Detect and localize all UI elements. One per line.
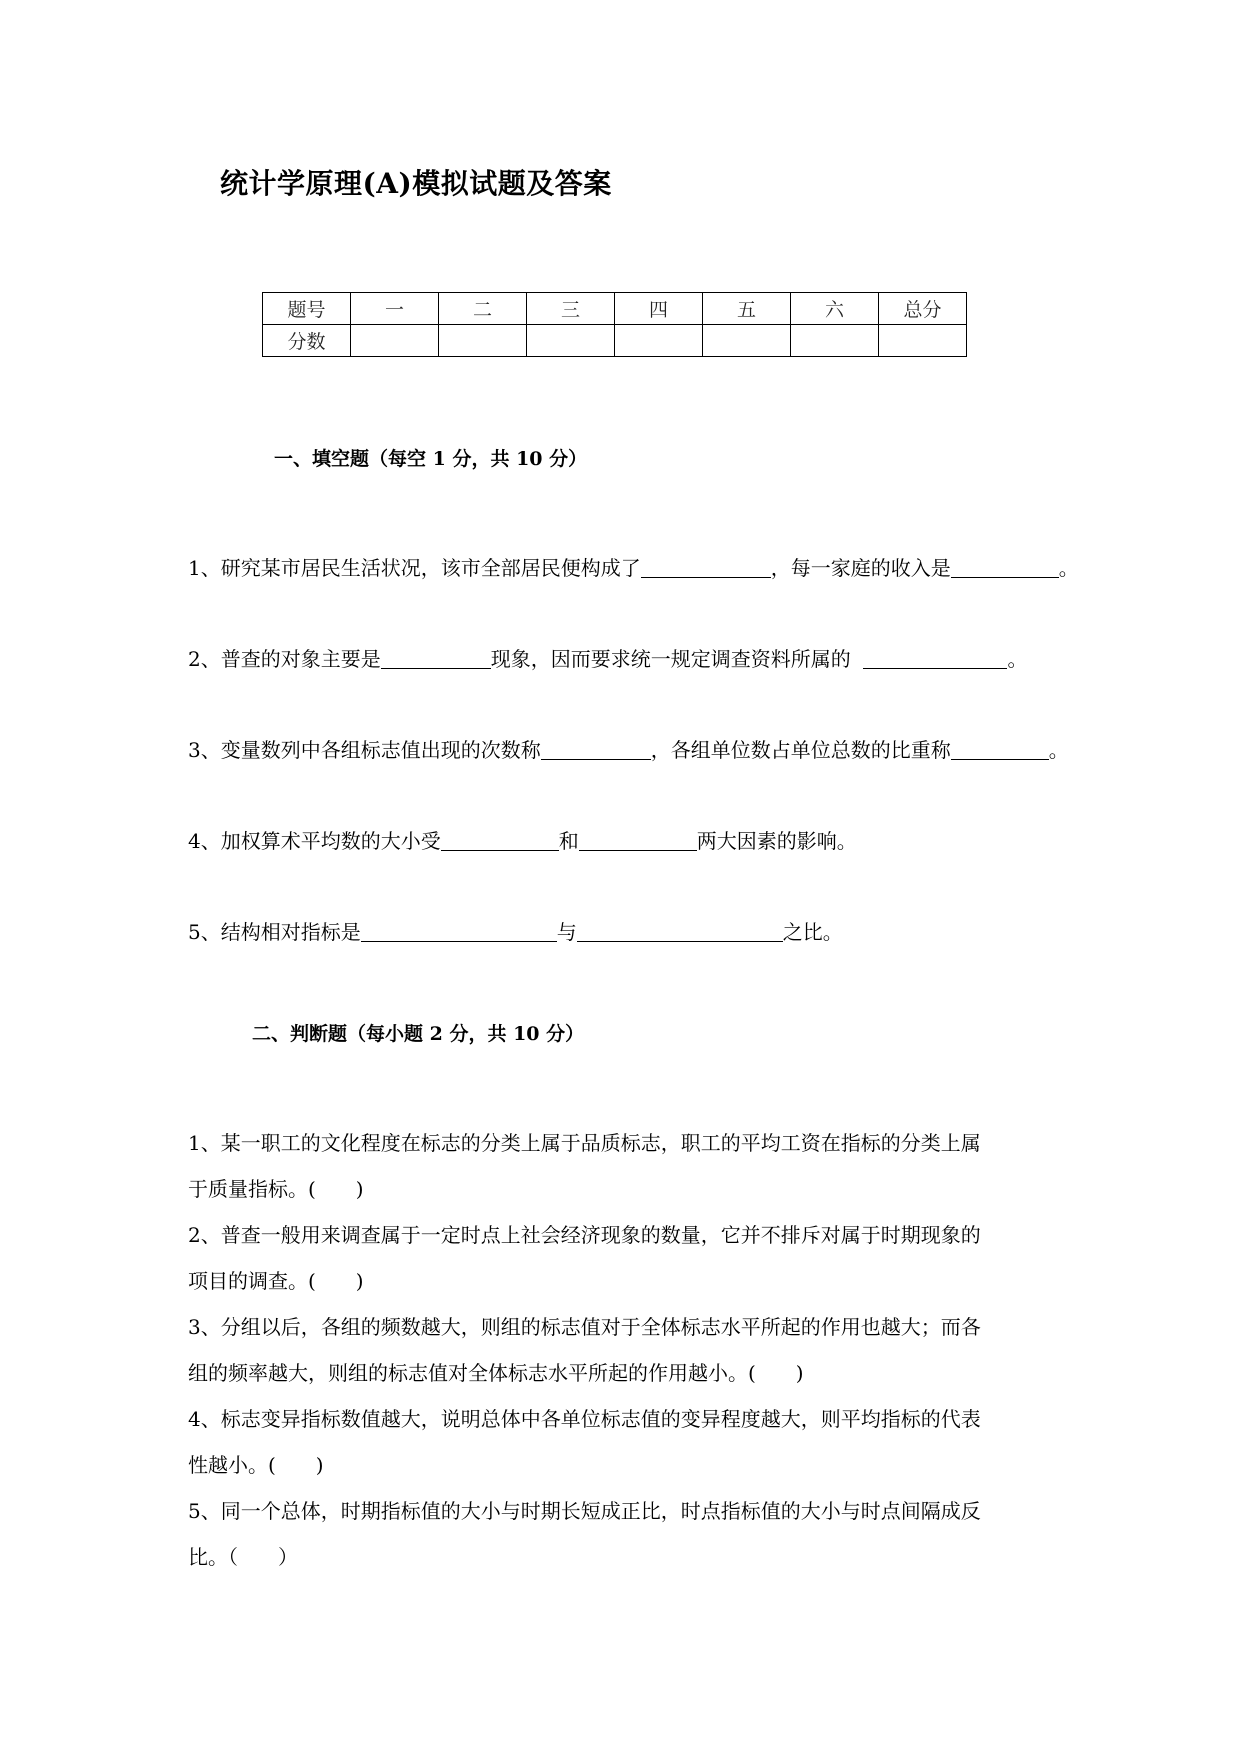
score-table	[262, 292, 967, 357]
score-table-cell: 总分	[879, 293, 967, 325]
true-false-question-5-line-1: 5、同一个总体，时期指标值的大小与时期长短成正比，时点指标值的大小与时点间隔成反	[188, 1499, 981, 1523]
score-input-cell[interactable]	[527, 325, 615, 357]
score-input-cell[interactable]	[791, 325, 879, 357]
score-table-cell: 二	[439, 293, 527, 325]
true-false-question-3-line-1: 3、分组以后，各组的频数越大，则组的标志值对于全体标志水平所起的作用也越大；而各	[188, 1315, 981, 1339]
score-table-cell: 题号	[263, 293, 351, 325]
true-false-questions	[188, 1120, 1068, 1580]
fill-blank-question-1: 1、研究某市居民生活状况，该市全部居民便构成了 ，每一家庭的收入是 。	[188, 556, 1079, 580]
score-input-cell[interactable]	[439, 325, 527, 357]
section-heading-true-false: 二、判断题（每小题 2 分，共 10 分）	[252, 1023, 585, 1045]
true-false-question-3-line-2[interactable]: 组的频率越大，则组的标志值对全体标志水平所起的作用越小。( )	[188, 1361, 804, 1385]
answer-blank[interactable]	[951, 557, 1059, 578]
fill-blank-question-3: 3、变量数列中各组标志值出现的次数称 ，各组单位数占单位总数的比重称 。	[188, 738, 1069, 762]
answer-blank[interactable]	[577, 921, 783, 942]
score-input-cell[interactable]	[879, 325, 967, 357]
score-table-cell: 一	[351, 293, 439, 325]
true-false-question-4-line-2[interactable]: 性越小。( )	[188, 1453, 324, 1477]
true-false-question-1-line-1: 1、某一职工的文化程度在标志的分类上属于品质标志，职工的平均工资在指标的分类上属	[188, 1131, 981, 1155]
true-false-question-5-line-2[interactable]: 比。（ ）	[188, 1545, 298, 1569]
true-false-question-4-line-1: 4、标志变异指标数值越大，说明总体中各单位标志值的变异程度越大，则平均指标的代表	[188, 1407, 981, 1431]
answer-blank[interactable]	[641, 557, 771, 578]
score-table-cell: 六	[791, 293, 879, 325]
fill-blank-question-5: 5、结构相对指标是 与 之比。	[188, 920, 843, 944]
answer-blank[interactable]	[951, 739, 1049, 760]
answer-blank[interactable]	[441, 830, 559, 851]
score-table-cell: 分数	[263, 325, 351, 357]
true-false-question-1-line-2[interactable]: 于质量指标。( )	[188, 1177, 364, 1201]
fill-blank-question-2: 2、普查的对象主要是 现象，因而要求统一规定调查资料所属的 。	[188, 647, 1028, 671]
score-table-cell: 三	[527, 293, 615, 325]
score-table-cell: 五	[703, 293, 791, 325]
true-false-question-2-line-1: 2、普查一般用来调查属于一定时点上社会经济现象的数量，它并不排斥对属于时期现象的	[188, 1223, 981, 1247]
fill-blank-question-4: 4、加权算术平均数的大小受 和 两大因素的影响。	[188, 829, 857, 853]
score-input-cell[interactable]	[351, 325, 439, 357]
answer-blank[interactable]	[579, 830, 697, 851]
answer-blank[interactable]	[361, 921, 557, 942]
score-table-cell: 四	[615, 293, 703, 325]
true-false-question-2-line-2[interactable]: 项目的调查。( )	[188, 1269, 364, 1293]
score-input-cell[interactable]	[615, 325, 703, 357]
score-table-header-row	[263, 293, 967, 325]
answer-blank[interactable]	[863, 648, 1007, 669]
answer-blank[interactable]	[541, 739, 651, 760]
score-input-cell[interactable]	[703, 325, 791, 357]
page-title: 统计学原理(A)模拟试题及答案	[220, 167, 612, 200]
section-heading-fill-blank: 一、填空题（每空 1 分，共 10 分）	[274, 448, 588, 470]
answer-blank[interactable]	[381, 648, 491, 669]
score-table-score-row	[263, 325, 967, 357]
